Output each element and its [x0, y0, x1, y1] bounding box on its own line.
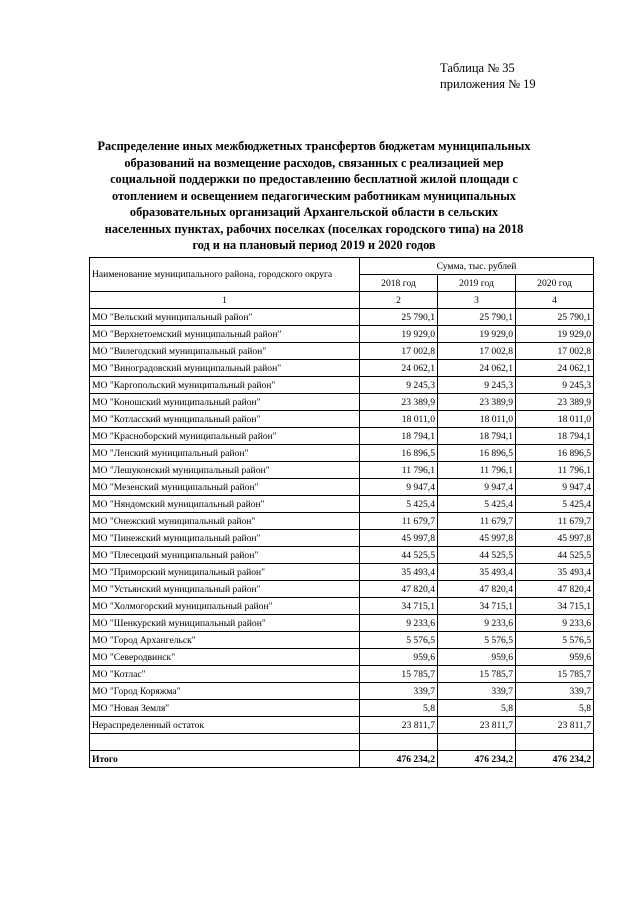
- row-value-2018: 17 002,8: [360, 343, 438, 360]
- row-value-2020: 18 794,1: [516, 428, 594, 445]
- row-name: Нераспределенный остаток: [90, 717, 360, 734]
- table-row: [90, 377, 594, 394]
- row-name: МО "Каргопольский муниципальный район": [90, 377, 360, 394]
- row-value-2018: 9 245,3: [360, 377, 438, 394]
- table-row: [90, 394, 594, 411]
- row-name: МО "Плесецкий муниципальный район": [90, 547, 360, 564]
- row-value-2019: 11 679,7: [438, 513, 516, 530]
- table-row: [90, 666, 594, 683]
- row-name: МО "Устьянский муниципальный район": [90, 581, 360, 598]
- row-value-2019: 34 715,1: [438, 598, 516, 615]
- table-row: [90, 547, 594, 564]
- row-value-2018: 5 576,5: [360, 632, 438, 649]
- total-value-2018: 476 234,2: [360, 751, 438, 768]
- table-row: [90, 360, 594, 377]
- row-value-2019: 19 929,0: [438, 326, 516, 343]
- row-value-2019: 9 245,3: [438, 377, 516, 394]
- row-value-2019: 23 811,7: [438, 717, 516, 734]
- row-value-2019: 5 425,4: [438, 496, 516, 513]
- table-row: [90, 700, 594, 717]
- table-row: [90, 598, 594, 615]
- row-value-2018: 339,7: [360, 683, 438, 700]
- row-value-2019: 47 820,4: [438, 581, 516, 598]
- table-row: [90, 615, 594, 632]
- row-value-2018: 18 794,1: [360, 428, 438, 445]
- row-value-2019: 35 493,4: [438, 564, 516, 581]
- spacer-cell: [90, 734, 360, 751]
- row-value-2018: 35 493,4: [360, 564, 438, 581]
- table-row: [90, 581, 594, 598]
- col-number-4: 4: [516, 292, 594, 309]
- table-row: [90, 632, 594, 649]
- row-value-2019: 18 011,0: [438, 411, 516, 428]
- row-value-2018: 16 896,5: [360, 445, 438, 462]
- table-row: [90, 411, 594, 428]
- col-number-2: 2: [360, 292, 438, 309]
- col-number-3: 3: [438, 292, 516, 309]
- table-row: [90, 717, 594, 734]
- table-reference: [440, 60, 536, 92]
- spacer-cell: [516, 734, 594, 751]
- row-value-2020: 47 820,4: [516, 581, 594, 598]
- row-value-2020: 19 929,0: [516, 326, 594, 343]
- row-value-2018: 11 796,1: [360, 462, 438, 479]
- distribution-table: [89, 257, 594, 768]
- col-number-1: 1: [90, 292, 360, 309]
- row-name: МО "Холмогорский муниципальный район": [90, 598, 360, 615]
- row-value-2018: 23 811,7: [360, 717, 438, 734]
- table-row: [90, 496, 594, 513]
- total-value-2020: 476 234,2: [516, 751, 594, 768]
- row-value-2020: 11 796,1: [516, 462, 594, 479]
- row-name: МО "Вельский муниципальный район": [90, 309, 360, 326]
- row-name: МО "Лешуконский муниципальный район": [90, 462, 360, 479]
- total-row: [90, 751, 594, 768]
- row-value-2018: 9 947,4: [360, 479, 438, 496]
- spacer-row: [90, 734, 594, 751]
- row-value-2020: 35 493,4: [516, 564, 594, 581]
- row-value-2018: 5,8: [360, 700, 438, 717]
- row-value-2018: 9 233,6: [360, 615, 438, 632]
- row-value-2018: 34 715,1: [360, 598, 438, 615]
- row-name: МО "Приморский муниципальный район": [90, 564, 360, 581]
- row-value-2019: 24 062,1: [438, 360, 516, 377]
- header-year-2018: 2018 год: [360, 275, 438, 292]
- row-value-2020: 23 389,9: [516, 394, 594, 411]
- row-value-2020: 44 525,5: [516, 547, 594, 564]
- row-value-2020: 23 811,7: [516, 717, 594, 734]
- row-value-2020: 9 245,3: [516, 377, 594, 394]
- table-row: [90, 309, 594, 326]
- table-row: [90, 564, 594, 581]
- row-name: МО "Котласский муниципальный район": [90, 411, 360, 428]
- row-value-2018: 45 997,8: [360, 530, 438, 547]
- row-value-2020: 24 062,1: [516, 360, 594, 377]
- row-value-2020: 11 679,7: [516, 513, 594, 530]
- row-value-2019: 18 794,1: [438, 428, 516, 445]
- row-value-2019: 959,6: [438, 649, 516, 666]
- row-value-2020: 16 896,5: [516, 445, 594, 462]
- header-sum: Сумма, тыс. рублей: [360, 258, 594, 275]
- total-value-2019: 476 234,2: [438, 751, 516, 768]
- row-value-2019: 45 997,8: [438, 530, 516, 547]
- row-value-2018: 47 820,4: [360, 581, 438, 598]
- table-row: [90, 513, 594, 530]
- row-name: МО "Виноградовский муниципальный район": [90, 360, 360, 377]
- table-row: [90, 683, 594, 700]
- row-value-2019: 9 947,4: [438, 479, 516, 496]
- row-name: МО "Город Коряжма": [90, 683, 360, 700]
- header-year-2019: 2019 год: [438, 275, 516, 292]
- row-value-2019: 11 796,1: [438, 462, 516, 479]
- row-value-2019: 5 576,5: [438, 632, 516, 649]
- header-name: Наименование муниципального района, городского округа: [90, 258, 360, 292]
- row-value-2020: 9 233,6: [516, 615, 594, 632]
- row-value-2018: 15 785,7: [360, 666, 438, 683]
- row-name: МО "Ленский муниципальный район": [90, 445, 360, 462]
- row-name: МО "Мезенский муниципальный район": [90, 479, 360, 496]
- row-value-2020: 5 425,4: [516, 496, 594, 513]
- table-row: [90, 445, 594, 462]
- row-value-2020: 17 002,8: [516, 343, 594, 360]
- row-value-2018: 18 011,0: [360, 411, 438, 428]
- row-value-2019: 5,8: [438, 700, 516, 717]
- row-value-2020: 5,8: [516, 700, 594, 717]
- row-value-2019: 15 785,7: [438, 666, 516, 683]
- row-value-2018: 959,6: [360, 649, 438, 666]
- appendix-number: приложения № 19: [440, 77, 536, 91]
- row-value-2020: 15 785,7: [516, 666, 594, 683]
- document-title: Распределение иных межбюджетных трансфертов бюджетам муниципальных образований на возмещение расходов, связанных с реализацией мер социальной поддержки по предоставлению бесплатной жилой площади с отоплением и освещением педагогическим работникам муниципальных образовательных организаций Архангельской области в сельских населенных пунктах, рабочих поселках (поселках городского типа) на 2018 год и на плановый период 2019 и 2020 годов: [97, 139, 531, 252]
- row-value-2019: 17 002,8: [438, 343, 516, 360]
- row-value-2020: 34 715,1: [516, 598, 594, 615]
- row-name: МО "Вилегодский муниципальный район": [90, 343, 360, 360]
- row-value-2020: 959,6: [516, 649, 594, 666]
- row-value-2018: 44 525,5: [360, 547, 438, 564]
- table-row: [90, 530, 594, 547]
- table-row: [90, 343, 594, 360]
- row-value-2019: 44 525,5: [438, 547, 516, 564]
- row-name: МО "Верхнетоемский муниципальный район": [90, 326, 360, 343]
- row-value-2018: 5 425,4: [360, 496, 438, 513]
- row-value-2019: 9 233,6: [438, 615, 516, 632]
- row-name: МО "Няндомский муниципальный район": [90, 496, 360, 513]
- spacer-cell: [360, 734, 438, 751]
- table-number: Таблица № 35: [440, 61, 515, 75]
- row-value-2019: 23 389,9: [438, 394, 516, 411]
- row-value-2019: 16 896,5: [438, 445, 516, 462]
- row-name: МО "Город Архангельск": [90, 632, 360, 649]
- row-name: МО "Пинежский муниципальный район": [90, 530, 360, 547]
- row-value-2018: 25 790,1: [360, 309, 438, 326]
- table-row: [90, 649, 594, 666]
- spacer-cell: [438, 734, 516, 751]
- row-value-2020: 45 997,8: [516, 530, 594, 547]
- row-value-2020: 9 947,4: [516, 479, 594, 496]
- row-value-2020: 25 790,1: [516, 309, 594, 326]
- header-year-2020: 2020 год: [516, 275, 594, 292]
- row-value-2018: 23 389,9: [360, 394, 438, 411]
- row-value-2019: 339,7: [438, 683, 516, 700]
- row-name: МО "Коношский муниципальный район": [90, 394, 360, 411]
- row-value-2018: 11 679,7: [360, 513, 438, 530]
- row-value-2020: 18 011,0: [516, 411, 594, 428]
- row-name: МО "Котлас": [90, 666, 360, 683]
- row-value-2019: 25 790,1: [438, 309, 516, 326]
- table-row: [90, 428, 594, 445]
- table-row: [90, 326, 594, 343]
- row-value-2018: 19 929,0: [360, 326, 438, 343]
- table-row: [90, 462, 594, 479]
- row-value-2020: 339,7: [516, 683, 594, 700]
- row-name: МО "Северодвинск": [90, 649, 360, 666]
- row-name: МО "Онежский муниципальный район": [90, 513, 360, 530]
- row-value-2018: 24 062,1: [360, 360, 438, 377]
- row-name: МО "Красноборский муниципальный район": [90, 428, 360, 445]
- table-row: [90, 479, 594, 496]
- row-value-2020: 5 576,5: [516, 632, 594, 649]
- row-name: МО "Новая Земля": [90, 700, 360, 717]
- total-label: Итого: [90, 751, 360, 768]
- row-name: МО "Шенкурский муниципальный район": [90, 615, 360, 632]
